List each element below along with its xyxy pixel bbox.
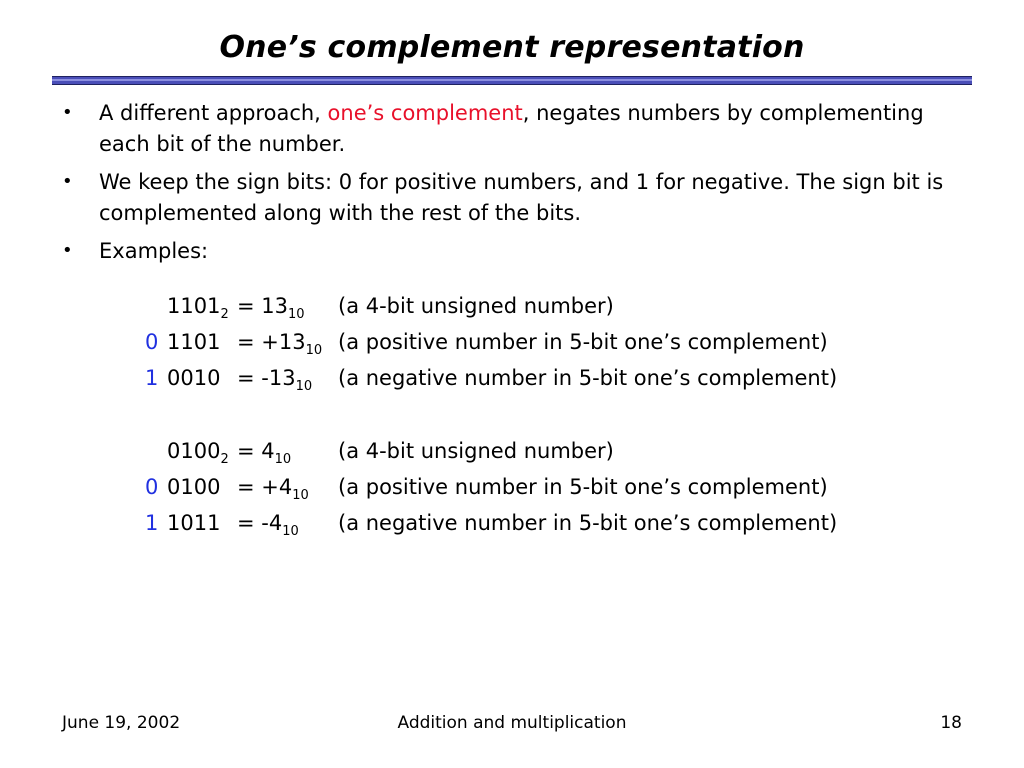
example-description: (a 4-bit unsigned number) xyxy=(338,294,614,318)
decimal-value xyxy=(237,475,309,503)
example-description: (a negative number in 5-bit one’s complement) xyxy=(338,366,838,390)
bit-value: 1101 xyxy=(167,294,221,318)
decimal-text: = 13 xyxy=(237,294,288,318)
bit-pattern xyxy=(167,294,229,322)
bit-pattern xyxy=(167,366,220,390)
bit-pattern xyxy=(167,475,220,499)
decimal-text: = +13 xyxy=(237,330,306,354)
footer-date: June 19, 2002 xyxy=(62,713,181,733)
bit-pattern xyxy=(167,330,220,354)
example-row xyxy=(0,511,1024,547)
decimal-text: = +4 xyxy=(237,475,293,499)
footer-title: Addition and multiplication xyxy=(397,713,627,733)
example-row xyxy=(0,330,1024,366)
decimal-text: = -4 xyxy=(237,511,283,535)
bullet-2-text: We keep the sign bits: 0 for positive numbers, and 1 for negative. The sign bit is complemented along with the rest of the bits. xyxy=(99,170,944,225)
decimal-value xyxy=(237,511,299,539)
bit-pattern xyxy=(167,511,220,535)
bit-pattern xyxy=(167,439,229,467)
example-description: (a positive number in 5-bit one’s complement) xyxy=(338,330,828,354)
bullet-icon: • xyxy=(62,240,73,261)
decimal-value xyxy=(237,439,292,467)
bullet-3-text: Examples: xyxy=(99,239,209,263)
bullet-1-text-after: , negates numbers by complementing each bit of the number. xyxy=(99,101,924,156)
example-row xyxy=(0,439,1024,475)
example-row xyxy=(0,366,1024,402)
bullet-item-3 xyxy=(62,236,962,267)
title-divider xyxy=(52,76,972,85)
example-row xyxy=(0,294,1024,330)
bit-value: 1011 xyxy=(167,511,221,535)
radix-subscript: 10 xyxy=(295,379,313,394)
radix-subscript: 10 xyxy=(282,524,299,539)
sign-bit: 1 xyxy=(145,511,159,535)
radix-subscript: 2 xyxy=(220,307,229,322)
bit-value: 0100 xyxy=(167,475,221,499)
radix-subscript: 10 xyxy=(305,343,323,358)
decimal-text: = -13 xyxy=(237,366,296,390)
bit-value: 1101 xyxy=(167,330,221,354)
example-description: (a positive number in 5-bit one’s complement) xyxy=(338,475,828,499)
radix-subscript: 10 xyxy=(292,488,309,503)
radix-subscript: 10 xyxy=(288,307,305,322)
decimal-value xyxy=(237,366,313,394)
bit-value: 0010 xyxy=(167,366,221,390)
radix-subscript: 2 xyxy=(220,452,229,467)
bullet-item-2 xyxy=(62,167,962,229)
sign-bit: 1 xyxy=(145,366,159,390)
sign-bit: 0 xyxy=(145,475,159,499)
decimal-text: = 4 xyxy=(237,439,275,463)
decimal-value xyxy=(237,330,323,358)
example-description: (a negative number in 5-bit one’s complement) xyxy=(338,511,838,535)
bullet-icon: • xyxy=(62,171,73,192)
bullet-1-highlight: one’s complement xyxy=(327,101,523,125)
bit-value: 0100 xyxy=(167,439,221,463)
bullet-item-1 xyxy=(62,98,962,160)
page-number: 18 xyxy=(940,713,962,733)
example-description: (a 4-bit unsigned number) xyxy=(338,439,614,463)
slide-title: One’s complement representation xyxy=(219,30,805,65)
bullet-list xyxy=(62,98,962,274)
decimal-value xyxy=(237,294,305,322)
sign-bit: 0 xyxy=(145,330,159,354)
example-row xyxy=(0,475,1024,511)
bullet-1-text-before: A different approach, xyxy=(99,101,328,125)
radix-subscript: 10 xyxy=(274,452,292,467)
bullet-icon: • xyxy=(62,102,73,123)
